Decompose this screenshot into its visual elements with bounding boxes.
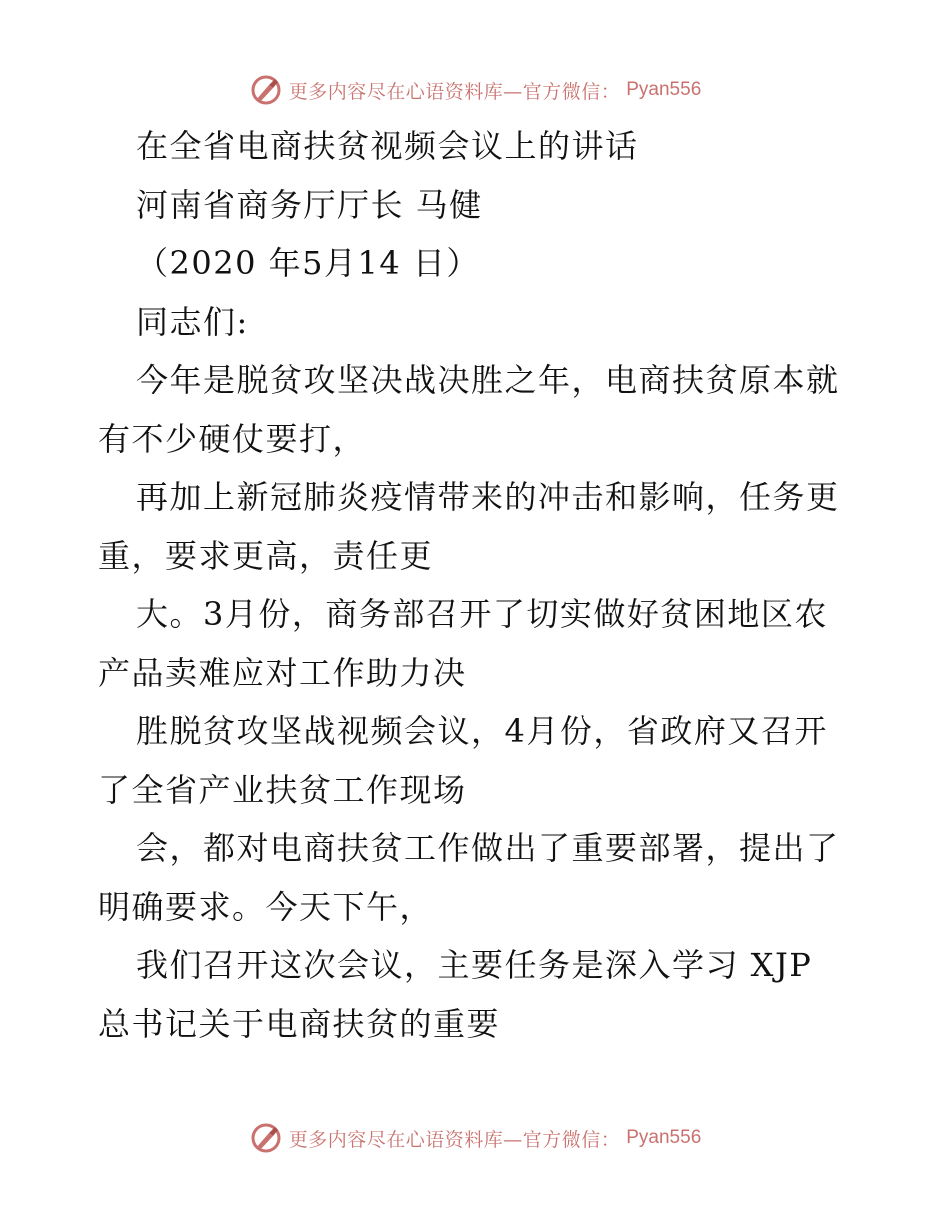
paragraph-line: 会，都对电商扶贫工作做出了重要部署，提出了: [136, 829, 840, 867]
paragraph-line: 总书记关于电商扶贫的重要: [98, 1004, 501, 1043]
paragraph-line: 重，要求更高，责任更: [98, 536, 434, 575]
paragraph-line: 今年是脱贫攻坚决战决胜之年，电商扶贫原本就: [136, 361, 840, 399]
footer-watermark: [0, 1118, 950, 1158]
paragraph-line: 了全省产业扶贫工作现场: [98, 770, 467, 809]
watermark-contact: Pyan556: [626, 79, 702, 100]
document-author: 河南省商务厅厅长 马健: [136, 185, 483, 224]
red-pen-circle-logo-icon: [249, 73, 283, 107]
paragraph-line: 产品卖难应对工作助力决: [98, 653, 467, 692]
watermark-contact: Pyan556: [626, 1127, 702, 1148]
document-body: [98, 117, 858, 1053]
header-watermark: [0, 70, 950, 110]
paragraph-line: 胜脱贫攻坚战视频会议，4月份，省政府又召开: [136, 712, 828, 750]
watermark-text: 更多内容尽在心语资料库—官方微信：: [288, 80, 621, 103]
paragraph-line: 再加上新冠肺炎疫情带来的冲击和影响，任务更: [136, 478, 840, 516]
red-pen-circle-logo-icon: [249, 1121, 283, 1155]
watermark-text: 更多内容尽在心语资料库—官方微信：: [288, 1128, 621, 1151]
document-salutation: 同志们:: [136, 302, 249, 341]
document-title: 在全省电商扶贫视频会议上的讲话: [136, 127, 639, 165]
paragraph-line: 有不少硬仗要打，: [98, 419, 367, 458]
paragraph-line: 大。3月份，商务部召开了切实做好贫困地区农: [136, 595, 828, 633]
paragraph-line: 我们召开这次会议，主要任务是深入学习 XJP: [136, 946, 813, 984]
paragraph-line: 明确要求。今天下午，: [98, 887, 434, 926]
document-date: （2020 年5月14 日）: [136, 244, 480, 282]
